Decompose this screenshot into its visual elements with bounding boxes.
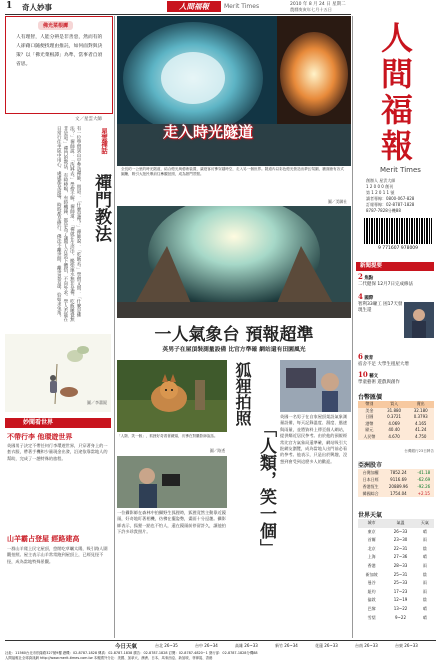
- teaser-label: 焦點: [364, 276, 374, 281]
- info-line: 1 2 0 0 0 創刊: [366, 184, 394, 189]
- table-row: [358, 545, 434, 554]
- cell: 20889.96: [388, 484, 408, 489]
- cell: 新加坡: [365, 571, 378, 577]
- right-divider: [352, 16, 353, 638]
- cell: 歐元: [365, 427, 374, 432]
- cell: 31.880: [387, 407, 402, 413]
- table-row: [358, 476, 434, 483]
- bar-title: 妙聞看世界: [5, 418, 111, 428]
- weather-col: 天氣: [420, 520, 429, 525]
- cell: 韓國綜合: [362, 491, 379, 496]
- cell: 倫敦: [367, 597, 376, 603]
- weather-col: 城市: [367, 520, 376, 525]
- table-row: [358, 605, 434, 614]
- teaser-page: 4: [358, 292, 363, 301]
- masthead-subtitle: Merit Times: [380, 166, 421, 174]
- cell: 晴: [422, 614, 427, 620]
- cell: 4.670: [388, 433, 400, 439]
- promo-box: [5, 16, 113, 114]
- exchange-note: 台灣銀行23日牌告: [404, 449, 434, 453]
- cell: 28~33: [393, 562, 408, 568]
- table-row: [358, 427, 434, 434]
- news-teasers-2: [354, 352, 436, 388]
- teaser-page: 6: [358, 352, 363, 361]
- barcode: [364, 218, 432, 244]
- cell: 9~22: [395, 614, 407, 620]
- left-column: [5, 16, 113, 416]
- cell: 1754.04: [390, 491, 407, 496]
- teaser-item[interactable]: [358, 372, 434, 386]
- cell: 日本日經: [362, 477, 379, 482]
- cell: 雨: [422, 580, 427, 586]
- cell: 4.165: [414, 420, 427, 426]
- teaser-label: 藝文: [369, 374, 379, 379]
- city-name: 台東: [395, 643, 403, 648]
- footer-city: [235, 643, 258, 649]
- illustrator-credit: 圖／李蕭錕: [87, 400, 107, 405]
- column-body-text: 有一位學僧到山中參訪禪師，問道：「什麼是禪？」禪師說：「吃飯去。」學僧又問：「什麼是佛法？」禪師說：「洗缽去。」學僧不解，禪師道：「禪就在生活中，搬柴運水無非是禪，吃飯睡覺無非是道。」禪門的教法，有時棒喝，有時機鋒，都是為了讓學人在當下體悟，不向外求。學人若能在日常行住坐臥中用心，處處都是道場，時時都是修行。佛法不離世間，離世覓菩提，恰如求兔角。: [56, 126, 81, 322]
- table-row: [358, 536, 434, 545]
- cell: -41.18: [417, 470, 431, 475]
- table-row: [358, 434, 434, 441]
- table-row: [358, 469, 434, 476]
- column-name: 星雲禪話: [100, 128, 108, 154]
- stock-table: [358, 469, 434, 497]
- exchange-rates: [354, 392, 436, 458]
- stock-heading: 亞洲股市: [358, 462, 383, 469]
- cell: 雪梨: [367, 614, 376, 620]
- cell: 40.40: [388, 427, 400, 432]
- cell: 晴: [422, 528, 427, 534]
- city-temp: 26~34: [284, 643, 298, 648]
- info-line: 創辦人 星雲大師: [366, 178, 396, 183]
- masthead-char-2: 間: [380, 55, 413, 93]
- cell: 25~33: [393, 580, 408, 586]
- tunnel-title: 走入時光隧道: [163, 123, 254, 141]
- city-name: 新竹: [275, 643, 283, 648]
- info-line: 讀者專線：0800-067-828: [366, 196, 415, 201]
- table-row: [358, 528, 434, 537]
- tunnel-caption: 全長約一公里的時光隧道，結合燈光與藝術裝置，讓遊客彷彿穿越時空，走入另一個世界。隧道內以彩色燈光營造出夢幻氛圍，牆面繪有各式圖騰，吸引大批民眾前往參觀拍照，成為熱門景點。: [121, 167, 344, 177]
- city-temp: 26~35: [164, 643, 178, 648]
- section-title: 奇人妙事: [22, 3, 52, 12]
- left-news-area: [5, 418, 113, 640]
- cell: 東京: [367, 528, 376, 534]
- table-row: [358, 596, 434, 605]
- cell: 人民幣: [363, 433, 376, 439]
- footer-city: [355, 643, 378, 649]
- footer-weather: [5, 641, 436, 651]
- footer-weather-title: 今日天氣: [115, 644, 138, 650]
- footer-city: [275, 643, 298, 649]
- column-author: 文／星雲大師: [75, 117, 102, 122]
- page-number: 1: [6, 1, 13, 11]
- masthead-char-4: 報: [380, 127, 413, 165]
- table-row: [358, 553, 434, 562]
- column-title: 禪門教法: [91, 174, 111, 242]
- cell: 陰: [422, 571, 427, 577]
- cell: 12~19: [393, 597, 408, 603]
- tunnel-photo: [117, 16, 351, 166]
- cell: 9116.69: [390, 477, 407, 482]
- article1-text: 英國男子決定不帶任何行李環遊世界，只穿著身上的一套衣服，帶著手機和少量現金出發，沿途依靠當地人的幫助，完成了一趟特殊的旅程。: [7, 443, 108, 461]
- tunnel-photo-lower: [117, 206, 351, 318]
- world-weather: [354, 510, 436, 638]
- teaser-label: 教育: [364, 356, 374, 361]
- footer-city: [315, 643, 338, 649]
- cell: 0.3721: [387, 414, 402, 419]
- barcode-number: 9 771607 978009: [377, 246, 419, 251]
- teaser-page: 10: [358, 370, 368, 379]
- header-rule: [5, 14, 351, 15]
- cell: 日圓: [365, 414, 374, 419]
- table-row: [358, 588, 434, 597]
- table-row: [358, 414, 434, 421]
- cell: 北京: [367, 545, 376, 551]
- cell: 雨: [422, 562, 427, 568]
- cell: 陰: [422, 597, 427, 603]
- masthead-info: [366, 178, 434, 214]
- fox-headline-2: 「人類，笑一個」: [256, 420, 276, 556]
- cell: 巴黎: [367, 605, 376, 611]
- info-line: 8787-7828分機88: [366, 208, 401, 213]
- cell: 雨: [422, 588, 427, 594]
- cell: -62.69: [417, 477, 431, 482]
- cell: 23~30: [393, 537, 408, 543]
- cell: 27~36: [393, 554, 408, 560]
- cell: 雨: [422, 537, 427, 543]
- cell: 港幣: [365, 420, 374, 426]
- header-logo: 人間福報: [167, 1, 221, 12]
- teaser-item[interactable]: [358, 274, 434, 288]
- fox-headline-1: 狐狸拍照: [233, 362, 252, 426]
- weather-col: 氣溫: [396, 520, 405, 525]
- cell: 22~31: [393, 545, 408, 551]
- exchange-col: 賣出: [416, 401, 425, 406]
- article1-title: 不帶行李 他環遊世界: [7, 433, 73, 441]
- cell: 晴: [422, 554, 427, 560]
- masthead-char-3: 福: [380, 91, 413, 129]
- cell: 首爾: [367, 537, 376, 543]
- main-headline: 一人氣象台 預報超準: [154, 325, 314, 345]
- left-divider: [114, 16, 115, 638]
- main-headline-area: [117, 318, 351, 358]
- cell: 32.180: [413, 407, 428, 413]
- footer-city: [395, 643, 418, 649]
- city-temp: 26~33: [364, 643, 378, 648]
- teaser-item[interactable]: [358, 294, 404, 314]
- weather-article: [280, 360, 351, 580]
- info-line: 訂報專線：02-8787-1828: [366, 202, 415, 207]
- exchange-col: 買入: [390, 401, 399, 406]
- address-line-2: 人間福報社全球資訊網 http://www.merit-times.com.tw 本報國外分社：美國、加拿大、澳洲、日本、馬來西亞、新加坡、菲律賓、香港: [5, 656, 213, 660]
- promo-text: 人有理智，人能分辨是非善惡，然而有的人卻藉口隨便找理由推託，如何面對與決策？以「佛光菜根譚」為準，當事者自須省思。: [16, 35, 103, 67]
- tunnel-photo-credit: 圖／美聯社: [328, 199, 347, 204]
- city-name: 高雄: [235, 643, 243, 648]
- masthead-char-1: 人: [380, 19, 413, 57]
- weather-station-photo: [280, 360, 351, 412]
- weather-heading: 世界天氣: [358, 512, 383, 519]
- cell: -92.26: [417, 484, 431, 489]
- cell: 0.3793: [413, 414, 428, 419]
- tunnel-arch-photo: [117, 206, 351, 318]
- article2-text: 一群山羊爬上民宅屋頂，悠閒吃草曬太陽，吸引路人圍觀拍照。屋主表示山羊常常跑到屋頂上，已經見怪不怪，成為當地特殊景觀。: [7, 546, 108, 564]
- cell: +2.15: [417, 491, 430, 496]
- weather-article-body: 英國一名男子在自家屋頂架設氣象測量設備，每天記錄溫度、濕度、風速與雨量，並將資料上傳至個人網站，提供鄰近居民參考。由於他的預報經常比官方氣象局還準確，網站吸引大批網友瀏覽，成為當地人出門前必看的參考。他表示，只是出於興趣，沒想到會受到這麼多人的歡迎。: [280, 414, 348, 464]
- teaser-label: 國際: [364, 296, 374, 301]
- promo-heading: 佛光菜根譚: [38, 21, 73, 30]
- cell: 香港恆生: [362, 484, 379, 489]
- info-line: 第 1 2 0 1 1 號: [366, 190, 395, 195]
- city-name: 台北: [155, 643, 163, 648]
- teaser-text: 二代健保 12月7日完成修法: [358, 282, 414, 287]
- footer-city: [195, 643, 218, 649]
- cell: 4.069: [388, 420, 400, 426]
- fox-headline-area: [228, 360, 278, 580]
- table-row: [358, 571, 434, 580]
- main-subhead: 英男子在屋頂裝測量設備 比官方準確 網站還有田園風光: [162, 347, 306, 353]
- masthead: [354, 16, 436, 260]
- cell: 26~33: [393, 528, 408, 534]
- cell: 香港: [367, 562, 376, 568]
- weather-table: [358, 519, 434, 622]
- city-temp: 26~33: [244, 643, 258, 648]
- header-brand-en: Merit Times: [224, 3, 260, 10]
- address-line-1: 社址：11560台北市松隆路327號9樓 總機：02-8787-1828 傳真：02-8787-1838 廣告：02-8787-1828 訂閱：02-8787-4820~1 發行部：02-8787-1828分機88: [5, 651, 258, 655]
- photographer-photo: [117, 456, 227, 508]
- cell: 陰: [422, 545, 427, 551]
- cell: 17~23: [393, 588, 408, 594]
- teaser-photo: [404, 302, 434, 338]
- exchange-heading: 台幣匯價: [358, 394, 383, 401]
- fox-photo: [117, 360, 227, 432]
- table-row: [358, 579, 434, 588]
- city-name: 台中: [195, 643, 203, 648]
- fox-caption: 「人類、笑一個」，狐狸好奇看著鏡頭，彷彿在對攝影師說話。: [117, 434, 218, 438]
- masthead-title: [362, 20, 432, 164]
- cell: 7852.24: [390, 470, 407, 475]
- cell: 紐約: [367, 588, 376, 594]
- fox-article-body: 一位攝影師在森林中拍攝野生狐狸時，狐狸竟然主動靠近鏡頭，好奇地盯著相機，彷彿在擺姿勢，畫面十分逗趣。攝影師表示，狐狸一點也不怕人，還在鏡頭前停留許久，讓他拍下許多珍貴照片。: [117, 510, 226, 535]
- city-temp: 26~34: [204, 643, 218, 648]
- cell: 晴: [422, 605, 427, 611]
- city-temp: 26~33: [404, 643, 418, 648]
- table-row: [358, 490, 434, 497]
- table-row: [358, 562, 434, 571]
- fox-photo-area: [117, 360, 227, 454]
- cell: 13~22: [393, 605, 408, 611]
- table-row: [358, 483, 434, 490]
- exchange-col: 幣別: [365, 401, 374, 406]
- cell: 台灣加權: [362, 470, 379, 475]
- tunnel-feature: [117, 16, 351, 166]
- fox-article-text: [117, 456, 227, 580]
- tunnel-caption-area: [117, 166, 351, 206]
- footer-address: [5, 651, 436, 663]
- cell: 25~31: [393, 571, 408, 577]
- city-temp: 26~33: [324, 643, 338, 648]
- cell: 美金: [365, 407, 374, 413]
- teaser-page: 2: [358, 272, 363, 281]
- city-name: 花蓮: [315, 643, 323, 648]
- fox-photo-credit: 圖／路透: [209, 448, 225, 453]
- teaser-text: 智利33礦工 困17天發現生還: [358, 302, 403, 313]
- news-heading: 新聞提要: [356, 262, 434, 271]
- city-name: 台南: [355, 643, 363, 648]
- cell: 上海: [367, 554, 376, 560]
- table-row: [358, 614, 434, 623]
- teaser-text: 宿舍不足 大學生租屋大增: [358, 362, 409, 367]
- teaser-text: 學童藝術 遊戲與創作: [358, 380, 400, 385]
- header-lunar-date: 農曆庚寅年七月十五日: [290, 7, 332, 12]
- exchange-table: [358, 401, 434, 440]
- teaser-item[interactable]: [358, 354, 434, 368]
- cell: 41.24: [414, 427, 427, 432]
- header-date: 2010 年 8 月 24 日 星期二: [290, 2, 346, 7]
- cell: 曼谷: [367, 580, 376, 586]
- footer-city: [155, 643, 178, 649]
- page-header: [0, 0, 440, 14]
- stock-market: [354, 460, 436, 508]
- article2-title: 山羊霸占登屋 經路建高: [7, 535, 80, 543]
- cell: 4.750: [414, 433, 427, 439]
